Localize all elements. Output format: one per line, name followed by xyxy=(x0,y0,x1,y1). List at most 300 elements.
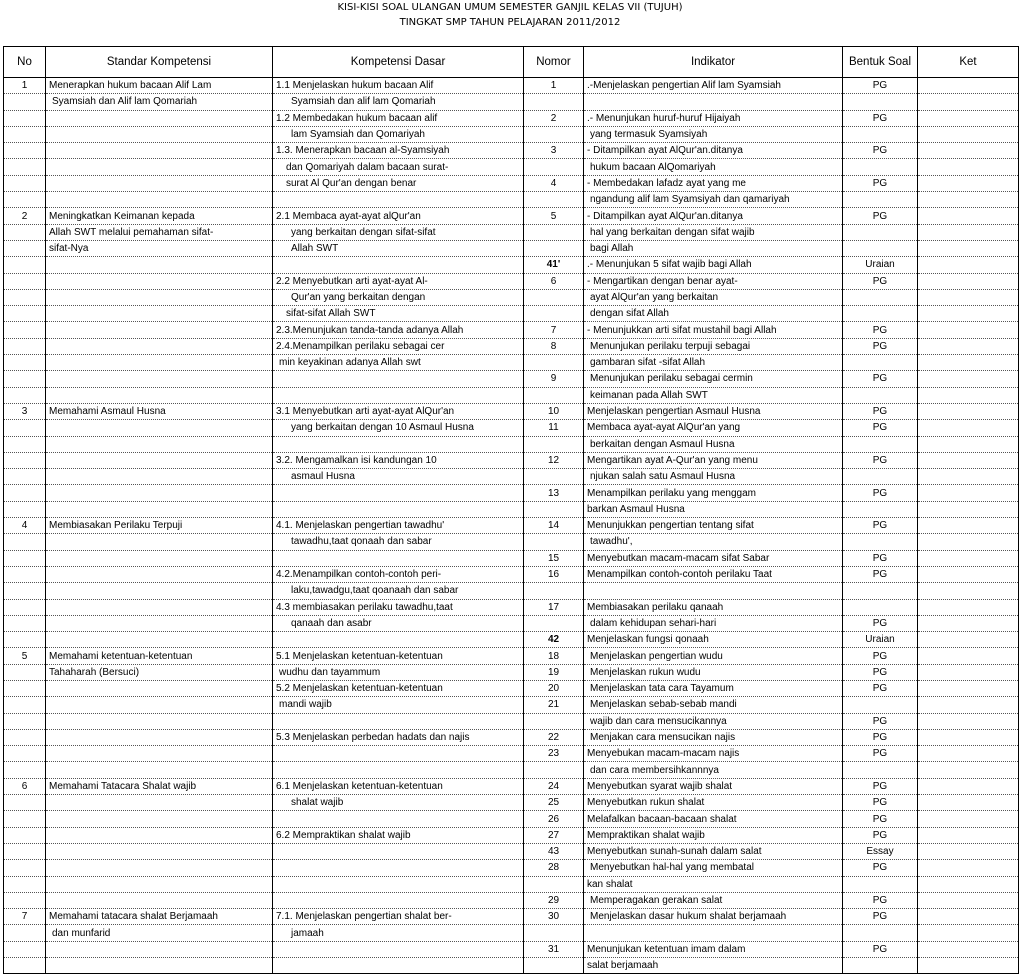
cell-no xyxy=(4,501,46,517)
cell-kompetensi-dasar xyxy=(273,762,524,778)
cell-standar-kompetensi xyxy=(46,729,273,745)
cell-nomor: 12 xyxy=(524,452,584,468)
cell-nomor xyxy=(524,762,584,778)
cell-kompetensi-dasar: 6.1 Menjelaskan ketentuan-ketentuan xyxy=(273,778,524,794)
cell-ket xyxy=(918,599,1019,615)
cell-indikator: salat berjamaah xyxy=(584,958,843,974)
cell-ket xyxy=(918,566,1019,582)
cell-indikator: Menyebukan macam-macam najis xyxy=(584,746,843,762)
cell-standar-kompetensi xyxy=(46,306,273,322)
table-row xyxy=(4,648,1019,664)
cell-standar-kompetensi xyxy=(46,811,273,827)
cell-no xyxy=(4,680,46,696)
cell-standar-kompetensi xyxy=(46,273,273,289)
table-row xyxy=(4,126,1019,142)
cell-no xyxy=(4,615,46,631)
cell-no xyxy=(4,469,46,485)
table-row xyxy=(4,240,1019,256)
table-row xyxy=(4,403,1019,419)
cell-indikator: yang termasuk Syamsiyah xyxy=(584,126,843,142)
cell-ket xyxy=(918,452,1019,468)
cell-ket xyxy=(918,729,1019,745)
cell-indikator: Menyebutkan hal-hal yang membatal xyxy=(584,860,843,876)
cell-no xyxy=(4,729,46,745)
cell-ket xyxy=(918,306,1019,322)
table-row xyxy=(4,485,1019,501)
cell-no xyxy=(4,94,46,110)
cell-bentuk-soal: PG xyxy=(843,746,918,762)
cell-no xyxy=(4,143,46,159)
table-row xyxy=(4,664,1019,680)
table-row xyxy=(4,371,1019,387)
cell-indikator: - Mengartikan dengan benar ayat- xyxy=(584,273,843,289)
cell-bentuk-soal: PG xyxy=(843,403,918,419)
table-row xyxy=(4,257,1019,273)
table-row xyxy=(4,876,1019,892)
cell-bentuk-soal xyxy=(843,126,918,142)
cell-no xyxy=(4,843,46,859)
cell-kompetensi-dasar: lam Syamsiah dan Qomariyah xyxy=(273,126,524,142)
cell-ket xyxy=(918,615,1019,631)
cell-nomor xyxy=(524,501,584,517)
cell-standar-kompetensi xyxy=(46,795,273,811)
cell-bentuk-soal xyxy=(843,876,918,892)
table-row xyxy=(4,843,1019,859)
header-row xyxy=(4,47,1019,78)
cell-bentuk-soal xyxy=(843,534,918,550)
table-row xyxy=(4,175,1019,191)
cell-standar-kompetensi xyxy=(46,501,273,517)
cell-ket xyxy=(918,925,1019,941)
cell-nomor: 8 xyxy=(524,338,584,354)
cell-no xyxy=(4,355,46,371)
cell-standar-kompetensi: Memahami tatacara shalat Berjamaah xyxy=(46,909,273,925)
cell-kompetensi-dasar: surat Al Qur'an dengan benar xyxy=(273,175,524,191)
table-row xyxy=(4,746,1019,762)
cell-bentuk-soal: PG xyxy=(843,322,918,338)
cell-no xyxy=(4,387,46,403)
cell-kompetensi-dasar: tawadhu,taat qonaah dan sabar xyxy=(273,534,524,550)
cell-ket xyxy=(918,94,1019,110)
cell-ket xyxy=(918,909,1019,925)
cell-no: 7 xyxy=(4,909,46,925)
cell-kompetensi-dasar: 6.2 Mempraktikan shalat wajib xyxy=(273,827,524,843)
table-row xyxy=(4,436,1019,452)
cell-bentuk-soal: PG xyxy=(843,941,918,957)
cell-nomor: 22 xyxy=(524,729,584,745)
cell-bentuk-soal: PG xyxy=(843,778,918,794)
cell-nomor: 24 xyxy=(524,778,584,794)
cell-bentuk-soal xyxy=(843,387,918,403)
table-row xyxy=(4,909,1019,925)
cell-bentuk-soal xyxy=(843,289,918,305)
cell-standar-kompetensi xyxy=(46,452,273,468)
cell-indikator: hukum bacaan AlQomariyah xyxy=(584,159,843,175)
cell-kompetensi-dasar: qanaah dan asabr xyxy=(273,615,524,631)
table-row xyxy=(4,110,1019,126)
header-kompetensi-dasar: Kompetensi Dasar xyxy=(273,47,524,78)
cell-standar-kompetensi xyxy=(46,126,273,142)
cell-bentuk-soal xyxy=(843,583,918,599)
cell-indikator: Menyebutkan macam-macam sifat Sabar xyxy=(584,550,843,566)
cell-indikator: Melafalkan bacaan-bacaan shalat xyxy=(584,811,843,827)
cell-bentuk-soal xyxy=(843,224,918,240)
cell-indikator: ayat AlQur'an yang berkaitan xyxy=(584,289,843,305)
cell-kompetensi-dasar: 5.2 Menjelaskan ketentuan-ketentuan xyxy=(273,680,524,696)
cell-nomor: 25 xyxy=(524,795,584,811)
table-row xyxy=(4,941,1019,957)
cell-kompetensi-dasar xyxy=(273,192,524,208)
cell-standar-kompetensi: Membiasakan Perilaku Terpuji xyxy=(46,518,273,534)
cell-bentuk-soal: PG xyxy=(843,909,918,925)
cell-nomor: 19 xyxy=(524,664,584,680)
cell-bentuk-soal: PG xyxy=(843,729,918,745)
cell-kompetensi-dasar: 2.2 Menyebutkan arti ayat-ayat Al- xyxy=(273,273,524,289)
cell-indikator: Menyebutkan syarat wajib shalat xyxy=(584,778,843,794)
cell-standar-kompetensi xyxy=(46,746,273,762)
cell-kompetensi-dasar xyxy=(273,371,524,387)
cell-nomor: 14 xyxy=(524,518,584,534)
cell-nomor: 10 xyxy=(524,403,584,419)
cell-standar-kompetensi: Memahami ketentuan-ketentuan xyxy=(46,648,273,664)
cell-bentuk-soal xyxy=(843,240,918,256)
cell-ket xyxy=(918,485,1019,501)
table-row xyxy=(4,778,1019,794)
cell-kompetensi-dasar: 7.1. Menjelaskan pengertian shalat ber- xyxy=(273,909,524,925)
cell-bentuk-soal: PG xyxy=(843,485,918,501)
cell-nomor: 9 xyxy=(524,371,584,387)
cell-standar-kompetensi xyxy=(46,355,273,371)
table-row xyxy=(4,697,1019,713)
title-line-1: KISI-KISI SOAL ULANGAN UMUM SEMESTER GANJIL KELAS VII (TUJUH) xyxy=(337,2,683,13)
cell-kompetensi-dasar xyxy=(273,811,524,827)
cell-bentuk-soal: PG xyxy=(843,892,918,908)
cell-bentuk-soal xyxy=(843,192,918,208)
cell-no xyxy=(4,257,46,273)
cell-standar-kompetensi xyxy=(46,697,273,713)
cell-nomor: 4 xyxy=(524,175,584,191)
cell-kompetensi-dasar xyxy=(273,485,524,501)
cell-indikator: .- Menunjukan huruf-huruf Hijaiyah xyxy=(584,110,843,126)
cell-kompetensi-dasar: Syamsiah dan alif lam Qomariah xyxy=(273,94,524,110)
cell-bentuk-soal xyxy=(843,762,918,778)
cell-bentuk-soal: PG xyxy=(843,175,918,191)
cell-ket xyxy=(918,876,1019,892)
cell-nomor xyxy=(524,224,584,240)
cell-bentuk-soal: PG xyxy=(843,566,918,582)
table-row xyxy=(4,615,1019,631)
cell-kompetensi-dasar: 1.1 Menjelaskan hukum bacaan Alif xyxy=(273,78,524,94)
table-row xyxy=(4,338,1019,354)
cell-ket xyxy=(918,110,1019,126)
cell-kompetensi-dasar: 4.1. Menjelaskan pengertian tawadhu' xyxy=(273,518,524,534)
table-row xyxy=(4,583,1019,599)
cell-standar-kompetensi: Tahaharah (Bersuci) xyxy=(46,664,273,680)
cell-nomor: 26 xyxy=(524,811,584,827)
cell-ket xyxy=(918,192,1019,208)
cell-nomor xyxy=(524,534,584,550)
cell-bentuk-soal xyxy=(843,501,918,517)
cell-no xyxy=(4,762,46,778)
cell-ket xyxy=(918,78,1019,94)
header-standar-kompetensi: Standar Kompetensi xyxy=(46,47,273,78)
cell-nomor: 18 xyxy=(524,648,584,664)
cell-indikator: Menjelaskan dasar hukum shalat berjamaah xyxy=(584,909,843,925)
cell-nomor: 5 xyxy=(524,208,584,224)
cell-indikator: Menunjukan perilaku terpuji sebagai xyxy=(584,338,843,354)
cell-no: 2 xyxy=(4,208,46,224)
table-row xyxy=(4,289,1019,305)
cell-ket xyxy=(918,778,1019,794)
cell-kompetensi-dasar xyxy=(273,892,524,908)
kisi-kisi-table xyxy=(3,46,1019,974)
table-row xyxy=(4,925,1019,941)
cell-indikator: tawadhu', xyxy=(584,534,843,550)
cell-standar-kompetensi xyxy=(46,110,273,126)
cell-kompetensi-dasar: 2.3.Menunjukan tanda-tanda adanya Allah xyxy=(273,322,524,338)
cell-indikator xyxy=(584,583,843,599)
cell-kompetensi-dasar: 5.1 Menjelaskan ketentuan-ketentuan xyxy=(273,648,524,664)
cell-standar-kompetensi xyxy=(46,371,273,387)
cell-nomor xyxy=(524,94,584,110)
cell-no xyxy=(4,322,46,338)
cell-bentuk-soal xyxy=(843,159,918,175)
cell-bentuk-soal: PG xyxy=(843,338,918,354)
cell-bentuk-soal: Uraian xyxy=(843,632,918,648)
cell-bentuk-soal: PG xyxy=(843,648,918,664)
table-row xyxy=(4,632,1019,648)
cell-ket xyxy=(918,289,1019,305)
cell-standar-kompetensi: Syamsiah dan Alif lam Qomariah xyxy=(46,94,273,110)
cell-nomor: 31 xyxy=(524,941,584,957)
table-row xyxy=(4,860,1019,876)
cell-bentuk-soal xyxy=(843,436,918,452)
table-row xyxy=(4,143,1019,159)
cell-no xyxy=(4,175,46,191)
cell-bentuk-soal xyxy=(843,697,918,713)
cell-ket xyxy=(918,958,1019,974)
table-row xyxy=(4,680,1019,696)
cell-bentuk-soal: PG xyxy=(843,664,918,680)
cell-no xyxy=(4,159,46,175)
cell-ket xyxy=(918,338,1019,354)
table-row xyxy=(4,550,1019,566)
cell-standar-kompetensi: Menerapkan hukum bacaan Alif Lam xyxy=(46,78,273,94)
cell-kompetensi-dasar: 4.3 membiasakan perilaku tawadhu,taat xyxy=(273,599,524,615)
cell-indikator: Menunjukkan pengertian tentang sifat xyxy=(584,518,843,534)
cell-standar-kompetensi xyxy=(46,485,273,501)
table-row xyxy=(4,469,1019,485)
cell-no xyxy=(4,550,46,566)
cell-bentuk-soal xyxy=(843,599,918,615)
cell-no xyxy=(4,240,46,256)
cell-ket xyxy=(918,322,1019,338)
cell-kompetensi-dasar: 2.4.Menampilkan perilaku sebagai cer xyxy=(273,338,524,354)
cell-indikator: dan cara membersihkannnya xyxy=(584,762,843,778)
cell-indikator: - Menunjukkan arti sifat mustahil bagi Allah xyxy=(584,322,843,338)
cell-indikator: dalam kehidupan sehari-hari xyxy=(584,615,843,631)
cell-kompetensi-dasar xyxy=(273,713,524,729)
cell-standar-kompetensi xyxy=(46,860,273,876)
cell-ket xyxy=(918,224,1019,240)
cell-no xyxy=(4,420,46,436)
table-row xyxy=(4,355,1019,371)
cell-nomor xyxy=(524,240,584,256)
cell-kompetensi-dasar: 1.2 Membedakan hukum bacaan alif xyxy=(273,110,524,126)
cell-ket xyxy=(918,941,1019,957)
cell-bentuk-soal xyxy=(843,355,918,371)
cell-bentuk-soal: PG xyxy=(843,811,918,827)
cell-kompetensi-dasar: yang berkaitan dengan sifat-sifat xyxy=(273,224,524,240)
cell-nomor xyxy=(524,958,584,974)
cell-nomor xyxy=(524,436,584,452)
cell-nomor: 16 xyxy=(524,566,584,582)
cell-ket xyxy=(918,713,1019,729)
table-row xyxy=(4,534,1019,550)
cell-bentuk-soal: PG xyxy=(843,78,918,94)
cell-ket xyxy=(918,469,1019,485)
cell-no xyxy=(4,534,46,550)
cell-kompetensi-dasar: mandi wajib xyxy=(273,697,524,713)
cell-indikator: Menjelaskan tata cara Tayamum xyxy=(584,680,843,696)
table-row xyxy=(4,192,1019,208)
cell-standar-kompetensi xyxy=(46,713,273,729)
cell-ket xyxy=(918,664,1019,680)
cell-no xyxy=(4,876,46,892)
cell-standar-kompetensi xyxy=(46,876,273,892)
cell-no xyxy=(4,126,46,142)
cell-standar-kompetensi: Memahami Asmaul Husna xyxy=(46,403,273,419)
table-row xyxy=(4,452,1019,468)
cell-standar-kompetensi xyxy=(46,941,273,957)
cell-bentuk-soal: PG xyxy=(843,110,918,126)
cell-nomor: 17 xyxy=(524,599,584,615)
cell-nomor: 3 xyxy=(524,143,584,159)
cell-kompetensi-dasar xyxy=(273,958,524,974)
cell-no xyxy=(4,811,46,827)
table-row xyxy=(4,713,1019,729)
cell-standar-kompetensi xyxy=(46,583,273,599)
cell-nomor: 15 xyxy=(524,550,584,566)
cell-kompetensi-dasar: shalat wajib xyxy=(273,795,524,811)
cell-indikator: Menyebutkan sunah-sunah dalam salat xyxy=(584,843,843,859)
cell-nomor: 1 xyxy=(524,78,584,94)
cell-ket xyxy=(918,550,1019,566)
header-ket: Ket xyxy=(918,47,1019,78)
cell-standar-kompetensi xyxy=(46,338,273,354)
cell-standar-kompetensi xyxy=(46,599,273,615)
cell-bentuk-soal: PG xyxy=(843,550,918,566)
cell-standar-kompetensi: Memahami Tatacara Shalat wajib xyxy=(46,778,273,794)
cell-no xyxy=(4,583,46,599)
cell-indikator: njukan salah satu Asmaul Husna xyxy=(584,469,843,485)
cell-bentuk-soal: PG xyxy=(843,420,918,436)
cell-no xyxy=(4,566,46,582)
table-row xyxy=(4,273,1019,289)
cell-kompetensi-dasar: wudhu dan tayammum xyxy=(273,664,524,680)
cell-standar-kompetensi xyxy=(46,159,273,175)
cell-bentuk-soal: Essay xyxy=(843,843,918,859)
cell-ket xyxy=(918,860,1019,876)
cell-nomor xyxy=(524,387,584,403)
cell-kompetensi-dasar xyxy=(273,860,524,876)
cell-bentuk-soal xyxy=(843,94,918,110)
cell-no xyxy=(4,860,46,876)
cell-ket xyxy=(918,273,1019,289)
cell-ket xyxy=(918,534,1019,550)
cell-bentuk-soal: PG xyxy=(843,371,918,387)
table-row xyxy=(4,566,1019,582)
cell-ket xyxy=(918,632,1019,648)
cell-indikator: wajib dan cara mensucikannya xyxy=(584,713,843,729)
cell-standar-kompetensi xyxy=(46,192,273,208)
cell-no xyxy=(4,746,46,762)
table-row xyxy=(4,420,1019,436)
cell-ket xyxy=(918,208,1019,224)
cell-bentuk-soal: PG xyxy=(843,208,918,224)
header-bentuk-soal: Bentuk Soal xyxy=(843,47,918,78)
cell-ket xyxy=(918,583,1019,599)
cell-nomor xyxy=(524,876,584,892)
cell-no xyxy=(4,827,46,843)
cell-standar-kompetensi xyxy=(46,175,273,191)
cell-bentuk-soal: PG xyxy=(843,713,918,729)
table-row xyxy=(4,762,1019,778)
cell-kompetensi-dasar: asmaul Husna xyxy=(273,469,524,485)
cell-standar-kompetensi: dan munfarid xyxy=(46,925,273,941)
cell-kompetensi-dasar: 3.1 Menyebutkan arti ayat-ayat AlQur'an xyxy=(273,403,524,419)
cell-standar-kompetensi xyxy=(46,387,273,403)
cell-nomor: 21 xyxy=(524,697,584,713)
cell-no xyxy=(4,632,46,648)
cell-ket xyxy=(918,843,1019,859)
cell-no: 3 xyxy=(4,403,46,419)
table-row xyxy=(4,827,1019,843)
cell-ket xyxy=(918,827,1019,843)
cell-kompetensi-dasar xyxy=(273,941,524,957)
table-row xyxy=(4,811,1019,827)
cell-standar-kompetensi: Meningkatkan Keimanan kepada xyxy=(46,208,273,224)
cell-ket xyxy=(918,746,1019,762)
cell-kompetensi-dasar: Qur'an yang berkaitan dengan xyxy=(273,289,524,305)
cell-ket xyxy=(918,436,1019,452)
cell-indikator: Menunjukan ketentuan imam dalam xyxy=(584,941,843,957)
cell-standar-kompetensi xyxy=(46,827,273,843)
cell-kompetensi-dasar: 5.3 Menjelaskan perbedan hadats dan najis xyxy=(273,729,524,745)
header-indikator: Indikator xyxy=(584,47,843,78)
cell-ket xyxy=(918,143,1019,159)
cell-indikator: bagi Allah xyxy=(584,240,843,256)
header-nomor: Nomor xyxy=(524,47,584,78)
title-line-2: TINGKAT SMP TAHUN PELAJARAN 2011/2012 xyxy=(399,17,621,28)
cell-nomor xyxy=(524,615,584,631)
cell-no xyxy=(4,224,46,240)
cell-nomor: 2 xyxy=(524,110,584,126)
cell-kompetensi-dasar: sifat-sifat Allah SWT xyxy=(273,306,524,322)
table-row xyxy=(4,892,1019,908)
cell-standar-kompetensi xyxy=(46,550,273,566)
cell-indikator: Menampilkan perilaku yang menggam xyxy=(584,485,843,501)
cell-indikator: .-Menjelaskan pengertian Alif lam Syamsiah xyxy=(584,78,843,94)
cell-indikator: gambaran sifat -sifat Allah xyxy=(584,355,843,371)
cell-bentuk-soal: Uraian xyxy=(843,257,918,273)
cell-indikator: keimanan pada Allah SWT xyxy=(584,387,843,403)
cell-no xyxy=(4,371,46,387)
cell-no xyxy=(4,697,46,713)
table-row xyxy=(4,387,1019,403)
cell-kompetensi-dasar xyxy=(273,436,524,452)
cell-nomor xyxy=(524,583,584,599)
